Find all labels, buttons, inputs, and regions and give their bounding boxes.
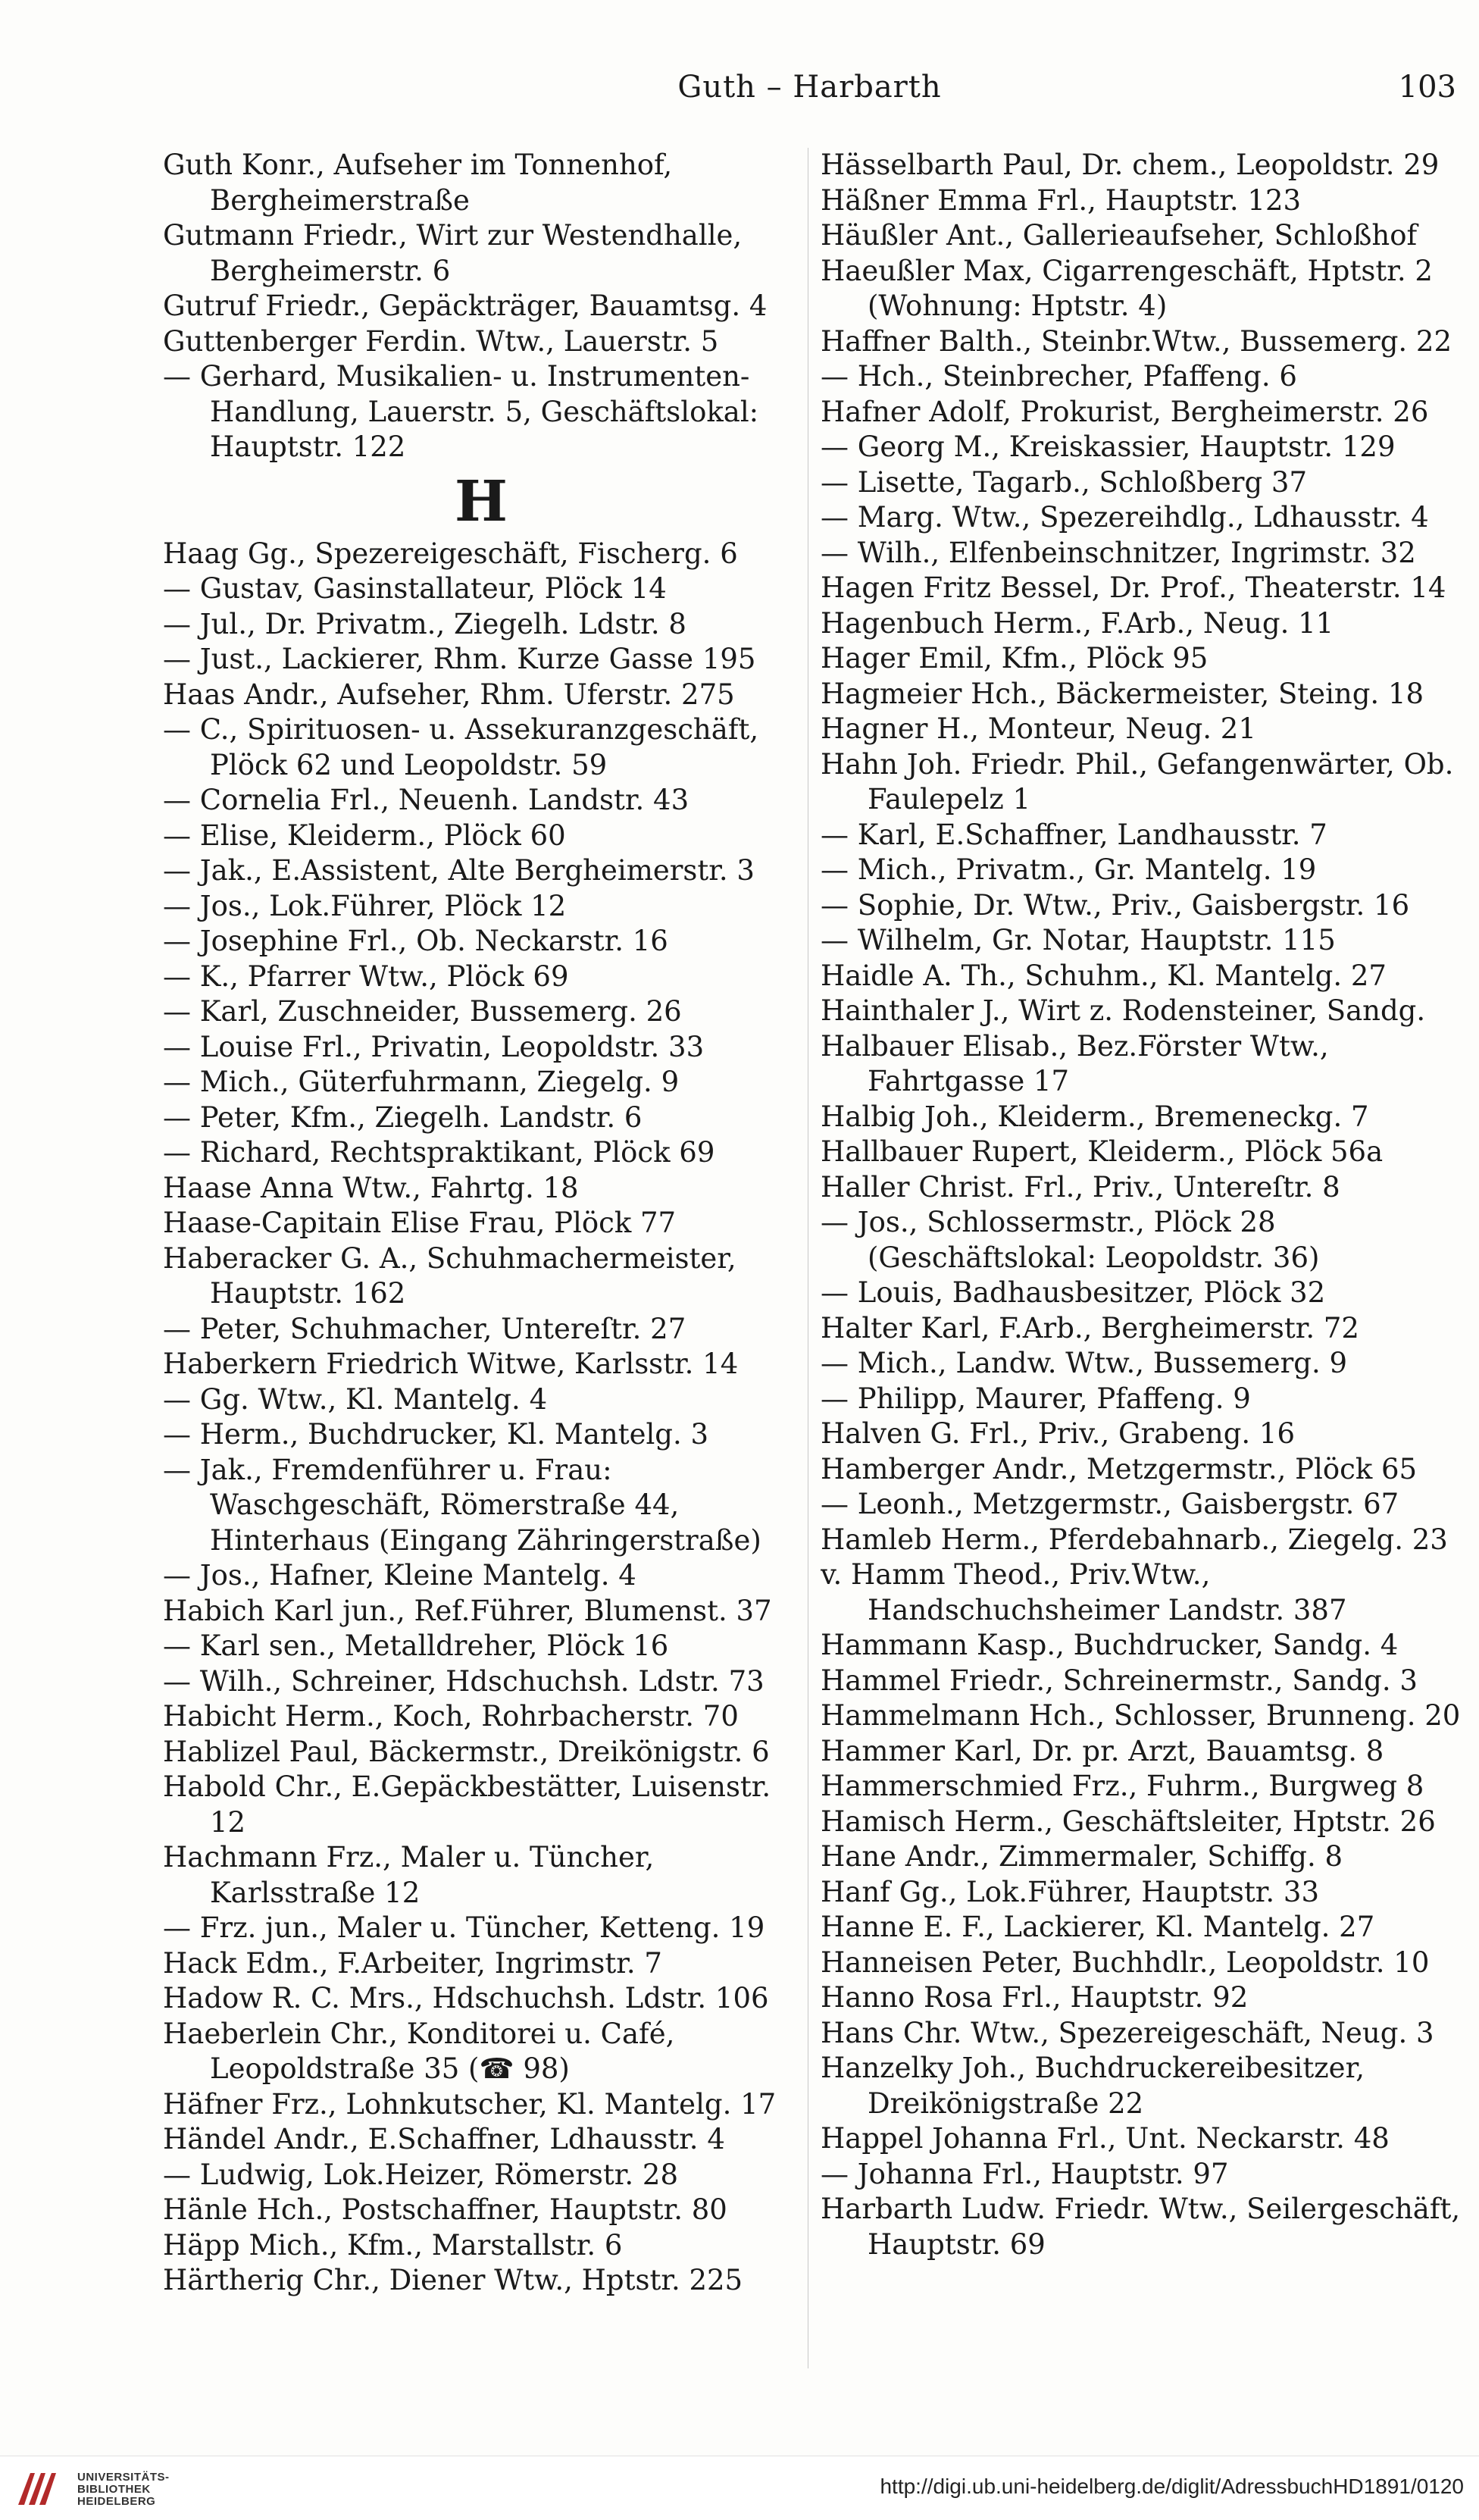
directory-entry: Habold Chr., E.Gepäckbestätter, Luisenstr. 12 xyxy=(163,1770,771,1839)
directory-entry: — Lisette, Tagarb., Schloßberg 37 xyxy=(821,465,1307,499)
directory-entry: Hack Edm., F.Arbeiter, Ingrimstr. 7 xyxy=(163,1946,662,1980)
directory-entry: — Jos., Schlossermstr., Plöck 28 (Geschäftslokal: Leopoldstr. 36) xyxy=(821,1206,1320,1274)
directory-entry: Hagen Fritz Bessel, Dr. Prof., Theaterstr. 14 xyxy=(821,571,1446,604)
directory-entry: Hagner H., Monteur, Neug. 21 xyxy=(821,712,1256,745)
library-logo-icon xyxy=(14,2467,62,2509)
directory-entry: — Leonh., Metzgermstr., Gaisbergstr. 67 xyxy=(821,1488,1399,1520)
directory-entry: Häußler Ant., Gallerieaufseher, Schloßhof xyxy=(821,219,1418,252)
directory-entry: Gutmann Friedr., Wirt zur Westendhalle, Bergheimerstr. 6 xyxy=(163,219,743,287)
directory-entry: — Mich., Landw. Wtw., Bussemerg. 9 xyxy=(821,1347,1348,1379)
directory-entry: — Hch., Steinbrecher, Pfaffeng. 6 xyxy=(821,360,1297,393)
directory-entry: Hammann Kasp., Buchdrucker, Sandg. 4 xyxy=(821,1629,1399,1661)
directory-entry: — Gerhard, Musikalien- u. Instrumenten-Handlung, Lauerstr. 5, Geschäftslokal: Hauptstr. 122 xyxy=(163,360,759,463)
directory-entry: Haas Andr., Aufseher, Rhm. Uferstr. 275 xyxy=(163,678,735,711)
directory-entry: Haase Anna Wtw., Fahrtg. 18 xyxy=(163,1171,579,1204)
directory-entry: — Marg. Wtw., Spezereihdlg., Ldhausstr. 4 xyxy=(821,501,1429,534)
directory-entry: Häßner Emma Frl., Hauptstr. 123 xyxy=(821,183,1302,217)
directory-entry: Harbarth Ludw. Friedr. Wtw., Seilergeschäft, Hauptstr. 69 xyxy=(821,2193,1461,2261)
logo-line: UNIVERSITÄTS- xyxy=(77,2471,170,2484)
directory-entry: — Peter, Kfm., Ziegelh. Landstr. 6 xyxy=(163,1100,643,1134)
directory-entry: — Sophie, Dr. Wtw., Priv., Gaisbergstr. 16 xyxy=(821,888,1410,922)
directory-entry: — Jul., Dr. Privatm., Ziegelh. Ldstr. 8 xyxy=(163,607,686,640)
directory-entry: Hänle Hch., Postschaffner, Hauptstr. 80 xyxy=(163,2193,727,2226)
directory-entry: — Mich., Güterfuhrmann, Ziegelg. 9 xyxy=(163,1066,680,1098)
directory-entry: Händel Andr., E.Schaffner, Ldhausstr. 4 xyxy=(163,2123,725,2155)
directory-entry: — Philipp, Maurer, Pfaffeng. 9 xyxy=(821,1382,1251,1415)
directory-entry: — Karl sen., Metalldreher, Plöck 16 xyxy=(163,1629,669,1662)
directory-entry: — Karl, Zuschneider, Bussemerg. 26 xyxy=(163,995,682,1028)
directory-entry: Haller Christ. Frl., Priv., Untereſtr. 8 xyxy=(821,1170,1340,1204)
directory-entry: Hainthaler J., Wirt z. Rodensteiner, Sandg. xyxy=(821,994,1426,1027)
directory-entry: — C., Spirituosen- u. Assekuranzgeschäft, Plöck 62 und Leopoldstr. 59 xyxy=(163,713,759,781)
directory-entry: Hässelbarth Paul, Dr. chem., Leopoldstr. 29 xyxy=(821,149,1440,181)
directory-entry: — Georg M., Kreiskassier, Hauptstr. 129 xyxy=(821,430,1396,463)
directory-entry: Hanzelky Joh., Buchdruckereibesitzer, Dreikönigstraße 22 xyxy=(821,2052,1365,2120)
directory-entry: — K., Pfarrer Wtw., Plöck 69 xyxy=(163,959,569,993)
directory-entry: v. Hamm Theod., Priv.Wtw., Handschuchsheimer Landstr. 387 xyxy=(821,1558,1347,1626)
directory-entry: Hafner Adolf, Prokurist, Bergheimerstr. 26 xyxy=(821,395,1429,428)
directory-entry: — Mich., Privatm., Gr. Mantelg. 19 xyxy=(821,853,1317,886)
directory-entry: Hanno Rosa Frl., Hauptstr. 92 xyxy=(821,1981,1249,2014)
directory-entry: — Wilh., Elfenbeinschnitzer, Ingrimstr. 32 xyxy=(821,536,1416,569)
directory-entry: — Richard, Rechtspraktikant, Plöck 69 xyxy=(163,1136,715,1169)
directory-entry: Hanne E. F., Lackierer, Kl. Mantelg. 27 xyxy=(821,1911,1375,1943)
running-head: Guth – Harbarth xyxy=(677,70,942,105)
directory-entry: Halbauer Elisab., Bez.Förster Wtw., Fahrtgasse 17 xyxy=(821,1029,1329,1097)
directory-entry: — Just., Lackierer, Rhm. Kurze Gasse 195 xyxy=(163,643,756,675)
directory-entry: — Jos., Lok.Führer, Plöck 12 xyxy=(163,889,567,922)
directory-entry: Hane Andr., Zimmermaler, Schiffg. 8 xyxy=(821,1840,1343,1873)
directory-entry: Guth Konr., Aufseher im Tonnenhof, Bergheimerstraße xyxy=(163,149,673,217)
directory-entry: — Karl, E.Schaffner, Landhausstr. 7 xyxy=(821,818,1327,851)
directory-entry: — Louise Frl., Privatin, Leopoldstr. 33 xyxy=(163,1030,705,1063)
directory-entry: Haberacker G. A., Schuhmachermeister, Hauptstr. 162 xyxy=(163,1241,736,1310)
directory-entry: — Gustav, Gasinstallateur, Plöck 14 xyxy=(163,572,667,605)
directory-entry: Häpp Mich., Kfm., Marstallstr. 6 xyxy=(163,2228,623,2262)
directory-entry: — Peter, Schuhmacher, Untereſtr. 27 xyxy=(163,1312,686,1345)
section-letter: H xyxy=(455,468,508,534)
page-header xyxy=(163,70,1456,115)
left-column xyxy=(163,148,799,2299)
directory-entry: — Ludwig, Lok.Heizer, Römerstr. 28 xyxy=(163,2158,679,2191)
directory-entry: Hamisch Herm., Geschäftsleiter, Hptstr. 26 xyxy=(821,1805,1436,1838)
directory-entry: Hammerschmied Frz., Fuhrm., Burgweg 8 xyxy=(821,1770,1424,1802)
directory-entry: Halven G. Frl., Priv., Grabeng. 16 xyxy=(821,1417,1296,1450)
directory-entry: Härtherig Chr., Diener Wtw., Hptstr. 225 xyxy=(163,2264,743,2296)
directory-entry: — Elise, Kleiderm., Plöck 60 xyxy=(163,819,566,852)
directory-entry: — Gg. Wtw., Kl. Mantelg. 4 xyxy=(163,1382,548,1416)
directory-entry: Hagenbuch Herm., F.Arb., Neug. 11 xyxy=(821,606,1334,640)
directory-entry: Haag Gg., Spezereigeschäft, Fischerg. 6 xyxy=(163,537,738,570)
directory-entry: — Johanna Frl., Hauptstr. 97 xyxy=(821,2157,1229,2190)
directory-entry: Haidle A. Th., Schuhm., Kl. Mantelg. 27 xyxy=(821,959,1387,992)
directory-entry: — Louis, Badhausbesitzer, Plöck 32 xyxy=(821,1276,1326,1309)
directory-entry: Hager Emil, Kfm., Plöck 95 xyxy=(821,642,1209,675)
directory-entry: Gutruf Friedr., Gepäckträger, Bauamtsg. 4 xyxy=(163,290,768,322)
directory-entry: — Josephine Frl., Ob. Neckarstr. 16 xyxy=(163,925,668,957)
directory-entry: Hans Chr. Wtw., Spezereigeschäft, Neug. 3 xyxy=(821,2016,1434,2049)
directory-entry: Haffner Balth., Steinbr.Wtw., Bussemerg. 22 xyxy=(821,324,1452,358)
directory-entry: Halbig Joh., Kleiderm., Bremeneckg. 7 xyxy=(821,1100,1369,1133)
logo-line: HEIDELBERG xyxy=(77,2495,156,2508)
right-column xyxy=(821,148,1465,2262)
directory-entry: Hallbauer Rupert, Kleiderm., Plöck 56a xyxy=(821,1135,1384,1168)
directory-entry: — Wilh., Schreiner, Hdschuchsh. Ldstr. 73 xyxy=(163,1664,765,1698)
directory-entry: Hagmeier Hch., Bäckermeister, Steing. 18 xyxy=(821,677,1424,710)
directory-entry: Haeberlein Chr., Konditorei u. Café, Leopoldstraße 35 (☎ 98) xyxy=(163,2017,675,2085)
directory-entry: Hammer Karl, Dr. pr. Arzt, Bauamtsg. 8 xyxy=(821,1734,1384,1767)
directory-entry: — Frz. jun., Maler u. Tüncher, Ketteng. 19 xyxy=(163,1911,765,1944)
directory-entry: Hablizel Paul, Bäckermstr., Dreikönigstr. 6 xyxy=(163,1735,770,1768)
directory-entry: Hammel Friedr., Schreinermstr., Sandg. 3 xyxy=(821,1664,1418,1697)
page-number: 103 xyxy=(1398,70,1456,105)
directory-entry: Happel Johanna Frl., Unt. Neckarstr. 48 xyxy=(821,2122,1390,2155)
directory-entry: Hahn Joh. Friedr. Phil., Gefangenwärter, Ob. Faulepelz 1 xyxy=(821,747,1454,815)
directory-entry: — Jos., Hafner, Kleine Mantelg. 4 xyxy=(163,1559,636,1592)
directory-entry: Haberkern Friedrich Witwe, Karlsstr. 14 xyxy=(163,1348,739,1380)
directory-entry: Halter Karl, F.Arb., Bergheimerstr. 72 xyxy=(821,1311,1359,1345)
directory-entry: — Wilhelm, Gr. Notar, Hauptstr. 115 xyxy=(821,924,1336,956)
directory-entry: Hanf Gg., Lok.Führer, Hauptstr. 33 xyxy=(821,1875,1320,1908)
directory-entry: — Cornelia Frl., Neuenh. Landstr. 43 xyxy=(163,784,689,816)
directory-entry: Hammelmann Hch., Schlosser, Brunneng. 20 xyxy=(821,1699,1461,1732)
directory-entry: Haase-Capitain Elise Frau, Plöck 77 xyxy=(163,1207,677,1239)
directory-entry: — Herm., Buchdrucker, Kl. Mantelg. 3 xyxy=(163,1418,709,1451)
directory-entry: Hanneisen Peter, Buchhdlr., Leopoldstr. 10 xyxy=(821,1946,1430,1979)
directory-entry: — Jak., E.Assistent, Alte Bergheimerstr. 3 xyxy=(163,854,755,887)
directory-entry: Hamleb Herm., Pferdebahnarb., Ziegelg. 23 xyxy=(821,1523,1448,1556)
directory-entry: Habicht Herm., Koch, Rohrbacherstr. 70 xyxy=(163,1700,739,1733)
directory-entry: Guttenberger Ferdin. Wtw., Lauerstr. 5 xyxy=(163,324,719,358)
directory-entry: Hachmann Frz., Maler u. Tüncher, Karlsstraße 12 xyxy=(163,1841,655,1909)
logo-line: BIBLIOTHEK xyxy=(77,2483,151,2496)
source-url-link[interactable]: http://digi.ub.uni-heidelberg.de/diglit/AdressbuchHD1891/0120 xyxy=(880,2475,1464,2498)
directory-entry: Hadow R. C. Mrs., Hdschuchsh. Ldstr. 106 xyxy=(163,1982,769,2014)
directory-entry: Haeußler Max, Cigarrengeschäft, Hptstr. 2 (Wohnung: Hptstr. 4) xyxy=(821,254,1433,322)
directory-entry: Habich Karl jun., Ref.Führer, Blumenst. 37 xyxy=(163,1594,772,1627)
library-logo-text xyxy=(77,2471,170,2508)
directory-entry: Häfner Frz., Lohnkutscher, Kl. Mantelg. 17 xyxy=(163,2087,777,2121)
directory-entry: Hamberger Andr., Metzgermstr., Plöck 65 xyxy=(821,1452,1418,1485)
footer-bar xyxy=(0,2456,1479,2520)
directory-entry: — Jak., Fremdenführer u. Frau: Waschgeschäft, Römerstraße 44, Hinterhaus (Eingang Zähringerstraße) xyxy=(163,1453,761,1557)
